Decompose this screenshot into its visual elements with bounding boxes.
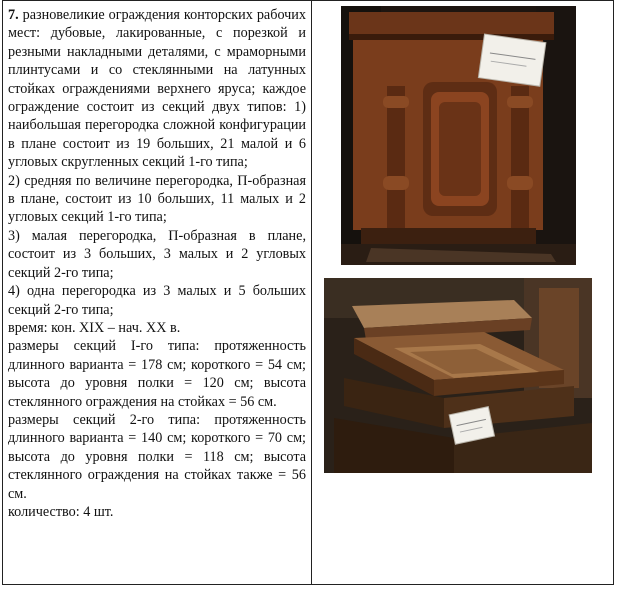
paragraph-4: 4) одна перегородка из 3 малых и 5 больших секций 2-го типа;: [8, 283, 306, 318]
paragraph-2: 2) средняя по величине перегородка, П-образная в плане, состоит из 10 больших, 11 малых и 2 угловых секций 1-го типа;: [8, 172, 306, 226]
photo-stacked-panels-image: [324, 278, 592, 473]
paragraph-1: [8, 6, 306, 172]
photo-stacked-panels: [324, 278, 592, 473]
dimensions-type-2: размеры секций 2-го типа: протяженность длинного варианта = 140 см; короткого = 70 см; высота до уровня полки = 118 см; высота стеклянного ограждения на стойках также = 56 см.: [8, 411, 306, 502]
item-number: 7.: [8, 7, 19, 23]
quantity-line: количество: 4 шт.: [8, 503, 114, 520]
description-column: [8, 6, 306, 521]
dimensions-type-1: размеры секций I-го типа: протяженность длинного варианта = 178 см; короткого = 54 см; высота до уровня полки = 120 см; высота стеклянного ограждения на стойках = 56 см.: [8, 338, 306, 410]
period-line: время: кон. XIX – нач. XX в.: [8, 319, 181, 336]
photo-partition-section-image: [341, 6, 576, 265]
paragraph-3: 3) малая перегородка, П-образная в плане, состоит из 3 больших, 3 малых и 2 угловых секций 2-го типа;: [8, 227, 306, 281]
photo-partition-section: [341, 6, 576, 265]
paragraph-1-text: разновеликие ограждения конторских рабочих мест: дубовые, лакированные, с порезкой и резными накладными деталями, с мраморными плинтусами и со стеклянными на латунных стойках ограждениями верхнего яруса; каждое ограждение состоит из секций двух типов: 1) наибольшая перегородка сложной конфигурации в плане состоит из 19 больших, 21 малой и 6 угловых скругленных секций 1-го типа;: [8, 7, 306, 171]
column-divider: [311, 0, 312, 585]
